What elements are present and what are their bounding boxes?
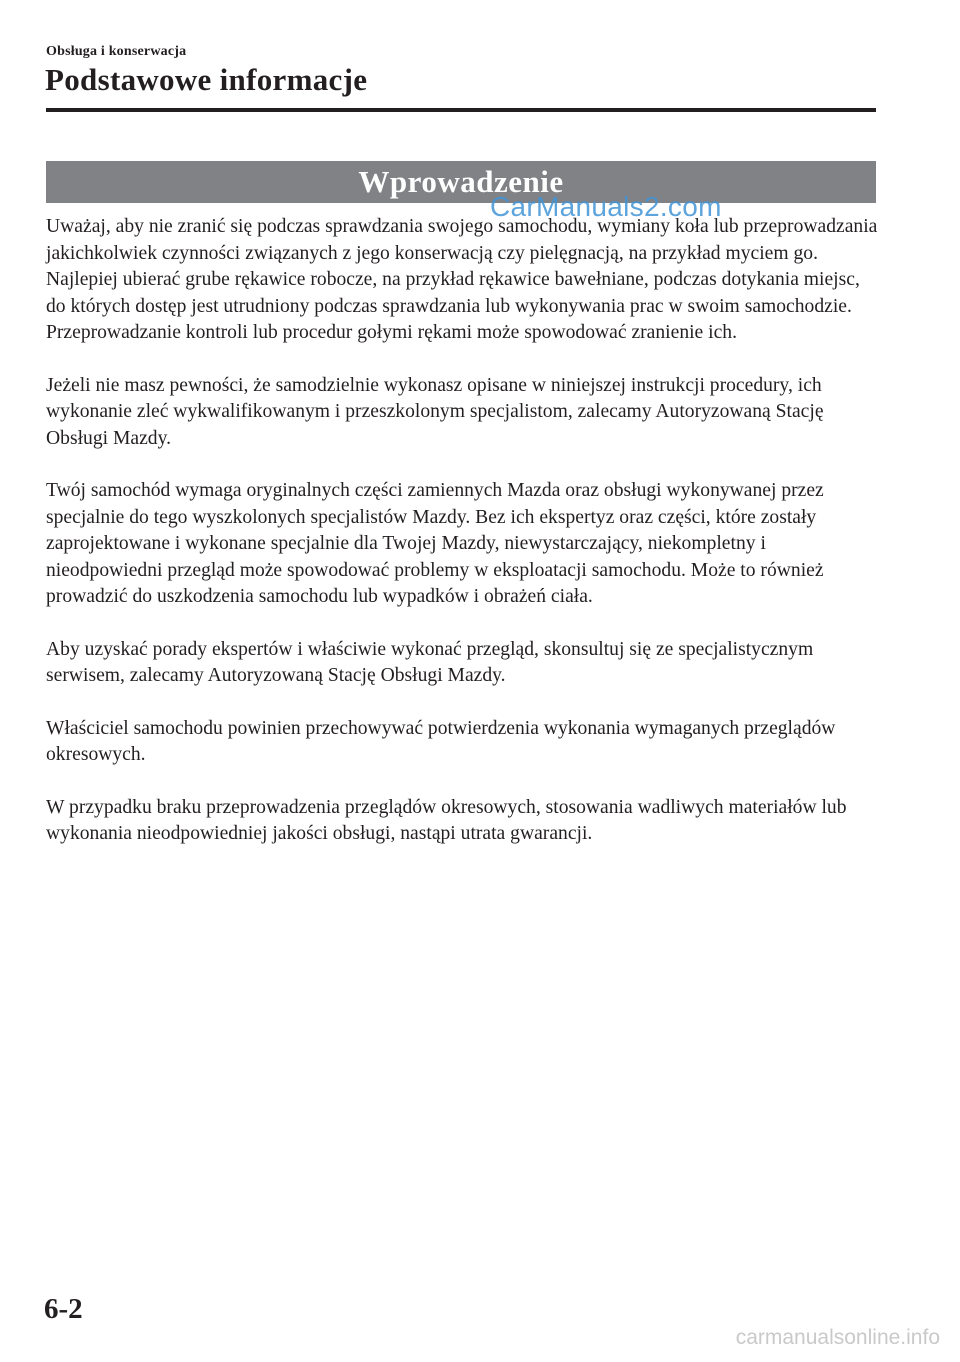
page-number: 6-2 (44, 1293, 83, 1325)
section-banner: Wprowadzenie (46, 161, 876, 203)
paragraph-safety-gloves: Uważaj, aby nie zranić się podczas sprawdzania swojego samochodu, wymiany koła lub przeprowadzania jakichkolwiek czynności związanych z jego konserwacją czy pielęgnacją, na przykład myciem go. Najlepiej ubierać grube rękawice robocze, na przykład rękawice bawełniane, podczas dotykania miejsc, do których dostęp jest utrudniony podczas sprawdzania lub wykonywania prac w swoim samochodzie. Przeprowadzanie kontroli lub procedur gołymi rękami może spowodować zranienie ich. (46, 216, 878, 343)
paragraph-keep-records: Właściciel samochodu powinien przechowywać potwierdzenia wykonania wymaganych przeglądów okresowych. (46, 717, 836, 765)
title-divider (46, 108, 876, 112)
paragraph-expert-advice: Aby uzyskać porady ekspertów i właściwie wykonać przegląd, skonsultuj się ze specjalistycznym serwisem, zalecamy Autoryzowaną Stację Obsługi Mazdy. (46, 638, 814, 686)
body-content (46, 214, 880, 874)
page-title: Podstawowe informacje (45, 62, 368, 97)
watermark-carmanuals2: CarManuals2.com (490, 191, 722, 222)
paragraph-qualified-service: Jeżeli nie masz pewności, że samodzielnie wykonasz opisane w niniejszej instrukcji procedury, ich wykonanie zleć wykwalifikowanym i przeszkolonym specjalistom, zalecamy Autoryzowaną Stację Obsługi Mazdy. (46, 374, 824, 449)
paragraph-warranty-loss: W przypadku braku przeprowadzenia przeglądów okresowych, stosowania wadliwych materiałów lub wykonania nieodpowiedniej jakości obsługi, nastąpi utrata gwarancji. (46, 796, 847, 844)
section-label: Obsługa i konserwacja (46, 44, 187, 59)
paragraph-genuine-parts: Twój samochód wymaga oryginalnych części zamiennych Mazda oraz obsługi wykonywanej przez specjalnie do tego wyszkolonych specjalistów Mazdy. Bez ich ekspertyz oraz części, które zostały zaprojektowane i wykonane specjalnie dla Twojej Mazdy, niewystarczający, niekompletny i nieodpowiedni przegląd może spowodować problemy w eksploatacji samochodu. Może to również prowadzić do uszkodzenia samochodu lub wypadków i obrażeń ciała. (46, 480, 824, 607)
watermark-carmanualsonline: carmanualsonline.info (735, 1326, 940, 1349)
